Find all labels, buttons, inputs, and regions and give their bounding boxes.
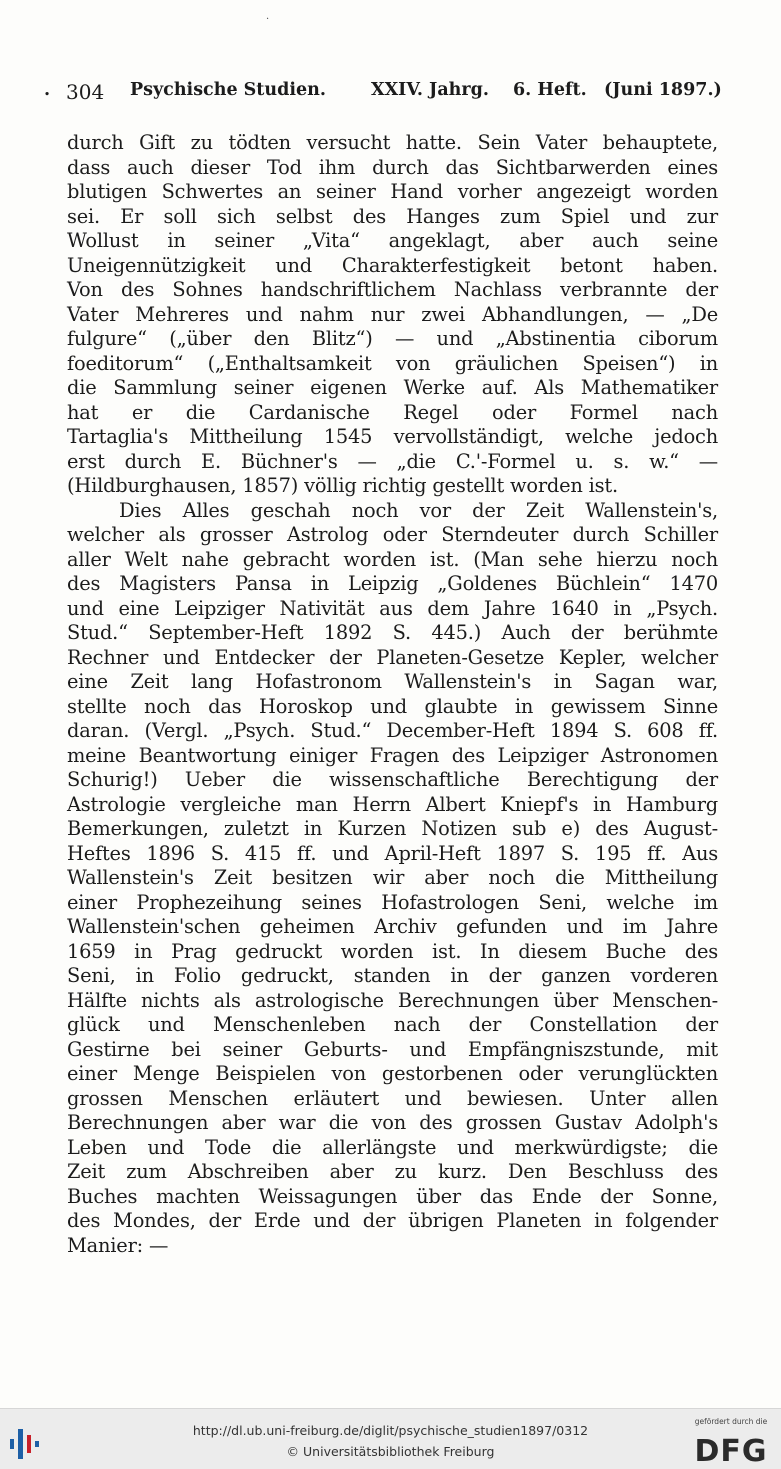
text-line: glück und Menschenleben nach der Constellation der: [67, 1013, 718, 1036]
text-line: Dies Alles geschah noch vor der Zeit Wallenstein's,: [119, 498, 718, 522]
text-line: Bemerkungen, zuletzt in Kurzen Notizen sub e) des August-: [67, 817, 718, 840]
text-line: aller Welt nahe gebracht worden ist. (Man sehe hierzu noch: [67, 547, 718, 571]
text-line: blutigen Schwertes an seiner Hand vorher angezeigt worden: [67, 180, 718, 203]
text-line: und eine Leipziger Nativität aus dem Jahre 1640 in „Psych.: [67, 596, 718, 620]
text-line: fulgure“ („über den Blitz“) — und „Abstinentia ciborum: [67, 327, 718, 350]
dfg-caption: gefördert durch die: [694, 1417, 768, 1426]
text-line: Vater Mehreres und nahm nur zwei Abhandlungen, — „De: [67, 302, 718, 326]
text-line: 1659 in Prag gedruckt worden ist. In diesem Buche des: [67, 939, 718, 963]
text-line: daran. (Vergl. „Psych. Stud.“ December-Heft 1894 S. 608 ff.: [67, 719, 718, 742]
text-line: einer Prophezeihung seines Hofastrologen Seni, welche im: [67, 890, 718, 914]
text-line: Wallenstein's Zeit besitzen wir aber noch die Mittheilung: [67, 866, 718, 889]
text-line: dass auch dieser Tod ihm durch das Sichtbarwerden eines: [67, 155, 718, 179]
text-line: hat er die Cardanische Regel oder Formel nach: [67, 400, 718, 424]
dfg-logo-icon: [688, 1417, 774, 1465]
text-line: Wallenstein'schen geheimen Archiv gefunden und im Jahre: [67, 915, 718, 938]
dfg-wordmark: [688, 1417, 774, 1465]
text-line: des Mondes, der Erde und der übrigen Planeten in folgender: [67, 1209, 718, 1232]
text-line: (Hildburghausen, 1857) völlig richtig gestellt worden ist.: [67, 474, 618, 497]
header-dot: .: [44, 80, 51, 100]
text-line: Uneigennützigkeit und Charakterfestigkeit betont haben.: [67, 253, 718, 277]
running-header: [44, 80, 734, 108]
text-line: welcher als grosser Astrolog oder Sterndeuter durch Schiller: [67, 523, 718, 546]
dfg-logo-text: DFG: [694, 1434, 768, 1465]
text-line: Hälfte nichts als astrologische Berechnungen über Menschen-: [67, 988, 718, 1012]
viewer-footer: [0, 1408, 781, 1469]
text-line: Stud.“ September-Heft 1892 S. 445.) Auch der berühmte: [67, 621, 718, 644]
copyright-notice: © Universitätsbibliothek Freiburg: [286, 1444, 495, 1459]
text-line: Von des Sohnes handschriftlichem Nachlass verbrannte der: [67, 278, 718, 301]
issue-date: (Juni 1897.): [604, 80, 722, 100]
text-line: meine Beantwortung einiger Fragen des Leipziger Astronomen: [67, 743, 718, 767]
issue-label: 6. Heft.: [513, 80, 587, 100]
text-line: Rechner und Entdecker der Planeten-Gesetze Kepler, welcher: [67, 645, 718, 669]
text-line: Gestirne bei seiner Geburts- und Empfängniszstunde, mit: [67, 1037, 718, 1061]
text-line: Tartaglia's Mittheilung 1545 vervollständigt, welche jedoch: [67, 425, 718, 448]
text-line: Astrologie vergleiche man Herrn Albert Kniepf's in Hamburg: [67, 792, 718, 816]
document-url[interactable]: http://dl.ub.uni-freiburg.de/diglit/psychische_studien1897/0312: [192, 1423, 589, 1438]
text-line: stellte noch das Horoskop und glaubte in gewissem Sinne: [67, 694, 718, 718]
text-line: sei. Er soll sich selbst des Hanges zum Spiel und zur: [67, 204, 718, 228]
text-line: Manier: —: [67, 1233, 169, 1257]
text-line: Berechnungen aber war die von des grossen Gustav Adolph's: [67, 1111, 718, 1134]
volume-label: XXIV. Jahrg.: [371, 80, 489, 100]
text-line: grossen Menschen erläutert und bewiesen. Unter allen: [67, 1086, 718, 1110]
text-line: Schurig!) Ueber die wissenschaftliche Berechtigung der: [67, 768, 718, 791]
text-line: Wollust in seiner „Vita“ angeklagt, aber auch seine: [67, 229, 718, 252]
body-text: [67, 131, 718, 1258]
page-number: 304: [66, 80, 105, 104]
text-line: des Magisters Pansa in Leipzig „Goldenes Büchlein“ 1470: [67, 572, 718, 595]
text-line: Leben und Tode die allerlängste und merkwürdigste; die: [67, 1135, 718, 1159]
text-line: erst durch E. Büchner's — „die C.'-Formel u. s. w.“ —: [67, 449, 718, 473]
text-line: Zeit zum Abschreiben aber zu kurz. Den Beschluss des: [67, 1160, 718, 1183]
text-line: die Sammlung seiner eigenen Werke auf. Als Mathematiker: [67, 376, 718, 399]
text-line: Seni, in Folio gedruckt, standen in der ganzen vorderen: [67, 964, 718, 987]
text-line: einer Menge Beispielen von gestorbenen oder verunglückten: [67, 1062, 718, 1085]
text-line: foeditorum“ („Enthaltsamkeit von gräulichen Speisen“) in: [67, 351, 718, 375]
scan-speck: ·: [266, 14, 270, 25]
text-line: Buches machten Weissagungen über das Ende der Sonne,: [67, 1184, 718, 1208]
text-line: Heftes 1896 S. 415 ff. und April-Heft 1897 S. 195 ff. Aus: [67, 841, 718, 865]
text-line: durch Gift zu tödten versucht hatte. Sein Vater behauptete,: [67, 131, 718, 154]
journal-title: Psychische Studien.: [130, 80, 326, 100]
text-line: eine Zeit lang Hofastronom Wallenstein's in Sagan war,: [67, 670, 718, 693]
